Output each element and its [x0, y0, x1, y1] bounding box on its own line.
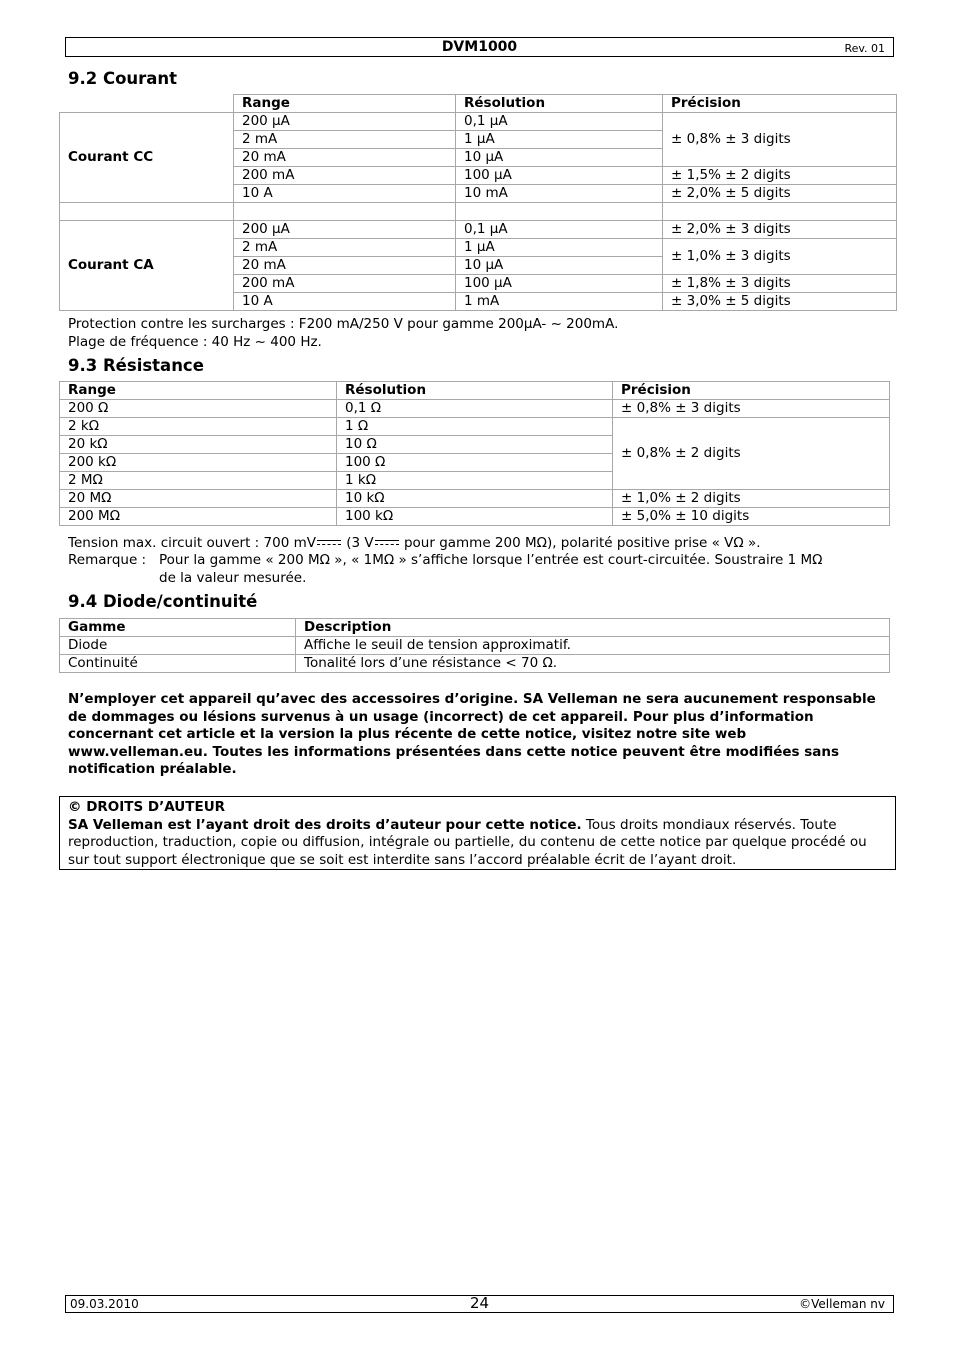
table-cell: Continuité — [60, 655, 296, 673]
note-open-circuit-voltage — [68, 534, 761, 552]
table-cell: Diode — [60, 637, 296, 655]
table-cell: 100 kΩ — [337, 508, 613, 526]
table-cell: ± 1,0% ± 2 digits — [613, 490, 890, 508]
table-cell: 100 µA — [456, 275, 663, 293]
note-text: pour gamme 200 MΩ), polarité positive prise « VΩ ». — [399, 535, 761, 551]
table-cell: 10 µA — [456, 257, 663, 275]
table-cell: Affiche le seuil de tension approximatif. — [296, 637, 890, 655]
table-cell: 100 µA — [456, 167, 663, 185]
table-row — [60, 637, 890, 655]
disclaimer-paragraph: N’employer cet appareil qu’avec des accessoires d’origine. SA Velleman ne sera aucunement responsable de dommages ou lésions survenus à un usage (incorrect) de cet appareil. Pour plus d’information concernant cet article et la version la plus récente de cette notice, visitez notre site web www.velleman.eu. Toutes les informations présentées dans cette notice peuvent être modifiées sans notification préalable. — [68, 691, 876, 777]
note-text: Tension max. circuit ouvert : 700 mV — [68, 535, 316, 551]
table-cell: ± 5,0% ± 10 digits — [613, 508, 890, 526]
diode-table — [59, 618, 890, 673]
copyright-bold-text: SA Velleman est l’ayant droit des droits d’auteur pour cette notice. — [68, 816, 582, 833]
table-cell: ± 1,5% ± 2 digits — [663, 167, 897, 185]
page-header — [65, 37, 894, 57]
section-heading-resistance: 9.3 Résistance — [68, 356, 204, 375]
table-cell: ± 0,8% ± 3 digits — [613, 400, 890, 418]
table-cell: 200 kΩ — [60, 454, 337, 472]
table-cell: 0,1 µA — [456, 113, 663, 131]
column-header-range: Gamme — [60, 619, 296, 637]
table-cell: 200 mA — [234, 167, 456, 185]
note-frequency: Plage de fréquence : 40 Hz ~ 400 Hz. — [68, 334, 322, 350]
note-text: (3 V — [341, 535, 374, 551]
table-cell — [234, 203, 456, 221]
table-cell — [456, 203, 663, 221]
remark-line: de la valeur mesurée. — [159, 570, 307, 586]
footer-copyright: ©Velleman nv — [799, 1297, 885, 1311]
table-cell: 2 mA — [234, 131, 456, 149]
footer-date: 09.03.2010 — [70, 1297, 139, 1311]
table-cell: ± 2,0% ± 3 digits — [663, 221, 897, 239]
note-protection: Protection contre les surcharges : F200 mA/250 V pour gamme 200µA- ~ 200mA. — [68, 316, 619, 332]
table-header-row — [60, 382, 890, 400]
table-cell: 200 µA — [234, 221, 456, 239]
column-header-description: Description — [296, 619, 890, 637]
table-cell: 0,1 Ω — [337, 400, 613, 418]
table-header-row — [60, 95, 897, 113]
table-cell: 2 kΩ — [60, 418, 337, 436]
table-cell — [60, 95, 234, 113]
section-heading-current: 9.2 Courant — [68, 69, 178, 88]
resistance-table — [59, 381, 890, 526]
copyright-box — [59, 796, 896, 870]
revision-label: Rev. 01 — [844, 42, 885, 55]
column-header-precision: Précision — [613, 382, 890, 400]
table-row — [60, 113, 897, 131]
page-footer — [65, 1295, 894, 1313]
table-cell: 1 mA — [456, 293, 663, 311]
table-cell: 2 mA — [234, 239, 456, 257]
table-cell: 200 µA — [234, 113, 456, 131]
document-title: DVM1000 — [441, 39, 518, 55]
section-heading-diode: 9.4 Diode/continuité — [68, 592, 258, 611]
column-header-precision: Précision — [663, 95, 897, 113]
table-row — [60, 221, 897, 239]
table-cell: 2 MΩ — [60, 472, 337, 490]
table-row — [60, 418, 890, 436]
table-cell: ± 0,8% ± 3 digits — [663, 113, 897, 167]
table-cell: 100 Ω — [337, 454, 613, 472]
table-cell: 0,1 µA — [456, 221, 663, 239]
table-cell: 1 µA — [456, 131, 663, 149]
table-row — [60, 400, 890, 418]
table-row — [60, 490, 890, 508]
dc-symbol-icon — [375, 539, 399, 547]
table-cell: 1 µA — [456, 239, 663, 257]
table-cell: 1 kΩ — [337, 472, 613, 490]
table-cell: ± 1,0% ± 3 digits — [663, 239, 897, 275]
table-cell: 20 mA — [234, 149, 456, 167]
table-cell: 200 mA — [234, 275, 456, 293]
copyright-title: © DROITS D’AUTEUR — [68, 799, 226, 815]
table-cell: 20 MΩ — [60, 490, 337, 508]
table-cell: 200 MΩ — [60, 508, 337, 526]
table-cell: 10 µA — [456, 149, 663, 167]
table-cell: ± 2,0% ± 5 digits — [663, 185, 897, 203]
column-header-resolution: Résolution — [456, 95, 663, 113]
table-cell: 10 kΩ — [337, 490, 613, 508]
dc-symbol-icon — [317, 539, 341, 547]
table-cell: ± 3,0% ± 5 digits — [663, 293, 897, 311]
table-cell: 10 A — [234, 185, 456, 203]
table-cell: 10 mA — [456, 185, 663, 203]
table-header-row — [60, 619, 890, 637]
table-cell: 20 kΩ — [60, 436, 337, 454]
page-number: 24 — [469, 1294, 490, 1312]
table-row — [60, 508, 890, 526]
table-cell: 200 Ω — [60, 400, 337, 418]
table-cell: Tonalité lors d’une résistance < 70 Ω. — [296, 655, 890, 673]
table-cell — [60, 203, 234, 221]
copyright-normal-text: Tous droits mondiaux réservés. Toute reproduction, traduction, copie ou diffusion, intégrale ou partielle, du contenu de cette notice par quelque procédé ou sur tout support électronique que se soit est interdite sans l’accord préalable écrit de l’ayant droit. — [68, 816, 867, 868]
column-header-resolution: Résolution — [337, 382, 613, 400]
table-cell — [663, 203, 897, 221]
table-row — [60, 655, 890, 673]
column-header-range: Range — [234, 95, 456, 113]
column-header-range: Range — [60, 382, 337, 400]
row-label-dc-current: Courant CC — [60, 113, 234, 203]
table-cell: 10 A — [234, 293, 456, 311]
table-cell: ± 0,8% ± 2 digits — [613, 418, 890, 490]
row-label-ac-current: Courant CA — [60, 221, 234, 311]
table-cell: 10 Ω — [337, 436, 613, 454]
table-cell: ± 1,8% ± 3 digits — [663, 275, 897, 293]
table-spacer-row — [60, 203, 897, 221]
table-cell: 20 mA — [234, 257, 456, 275]
remark-label: Remarque : — [68, 552, 147, 568]
copyright-text — [68, 817, 887, 870]
remark-line: Pour la gamme « 200 MΩ », « 1MΩ » s’affiche lorsque l’entrée est court-circuitée. Soustraire 1 MΩ — [159, 552, 823, 568]
current-table — [59, 94, 897, 311]
table-cell: 1 Ω — [337, 418, 613, 436]
